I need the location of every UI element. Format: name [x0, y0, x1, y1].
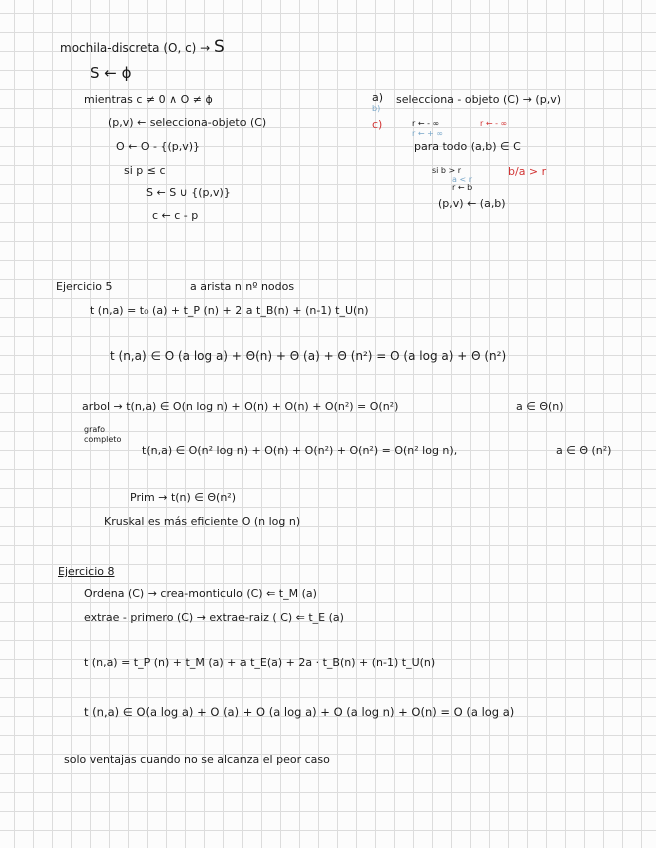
exercise-5-title: Ejercicio 5 — [56, 280, 113, 293]
while-line: mientras c ≠ 0 ∧ O ≠ ϕ — [84, 93, 213, 106]
algorithm-header: mochila-discreta (O, c) → S — [60, 37, 225, 57]
decrement-line: c ← c - p — [152, 209, 199, 222]
tree-condition: a ∈ Θ(n) — [516, 400, 564, 413]
note-a-mark: a) — [372, 91, 384, 104]
note-b-mark: b) — [372, 104, 381, 113]
complete-graph-condition: a ∈ Θ (n²) — [556, 444, 612, 457]
init-line: S ← ϕ — [90, 64, 132, 82]
exercise-8-line1: Ordena (C) → crea-monticulo (C) ⇐ t_M (a) — [84, 587, 317, 600]
note-r-red: r ← - ∞ — [480, 119, 508, 128]
exercise-5-eq2: t (n,a) ∈ O (a log a) + Θ(n) + Θ (a) + Θ (n²) = O (a log a) + Θ (n²) — [110, 349, 507, 363]
exercise-8-eq1: t (n,a) = t_P (n) + t_M (a) + a t_E(a) + 2a · t_B(n) + (n-1) t_U(n) — [84, 656, 436, 669]
prim-line: Prim → t(n) ∈ Θ(n²) — [130, 491, 237, 504]
union-line: S ← S ∪ {(p,v)} — [146, 186, 231, 199]
exercise-8-eq2: t (n,a) ∈ O(a log a) + O (a) + O (a log a) + O (a log n) + O(n) = O (a log a) — [84, 705, 515, 719]
note-ratio: b/a > r — [508, 165, 547, 178]
note-r-blue: r ← + ∞ — [412, 129, 443, 138]
note-a-text: selecciona - objeto (C) → (p,v) — [396, 93, 561, 106]
note-for-all: para todo (a,b) ∈ C — [414, 140, 521, 153]
complete-graph-eq: t(n,a) ∈ O(n² log n) + O(n) + O(n²) + O(n²) = O(n² log n), — [142, 444, 458, 457]
complete-graph-label-1: grafo — [84, 425, 105, 434]
note-if: si b > r — [432, 166, 462, 175]
kruskal-line: Kruskal es más eficiente O (n log n) — [104, 515, 301, 528]
result-set-symbol: S — [214, 37, 225, 57]
note-r-init: r ← - ∞ — [412, 119, 440, 128]
note-assign: (p,v) ← (a,b) — [438, 197, 506, 210]
note-c-mark: c) — [372, 118, 383, 131]
note-a-less: a < r — [452, 175, 472, 184]
exercise-5-eq1: t (n,a) = t₀ (a) + t_P (n) + 2 a t_B(n) + (n-1) t_U(n) — [90, 304, 369, 317]
remove-line: O ← O - {(p,v)} — [116, 140, 201, 153]
conclusion-line: solo ventajas cuando no se alcanza el peor caso — [64, 753, 330, 766]
note-r-b: r ← b — [452, 183, 473, 192]
exercise-8-line2: extrae - primero (C) → extrae-raiz ( C) ⇐ t_E (a) — [84, 611, 344, 624]
exercise-5-vars: a arista n nº nodos — [190, 280, 295, 293]
select-line: (p,v) ← selecciona-objeto (C) — [108, 116, 267, 129]
complete-graph-label-2: completo — [84, 435, 122, 444]
exercise-8-title: Ejercicio 8 — [58, 565, 115, 578]
if-line: si p ≤ c — [124, 164, 166, 177]
tree-case: arbol → t(n,a) ∈ O(n log n) + O(n) + O(n) + O(n²) = O(n²) — [82, 400, 399, 413]
